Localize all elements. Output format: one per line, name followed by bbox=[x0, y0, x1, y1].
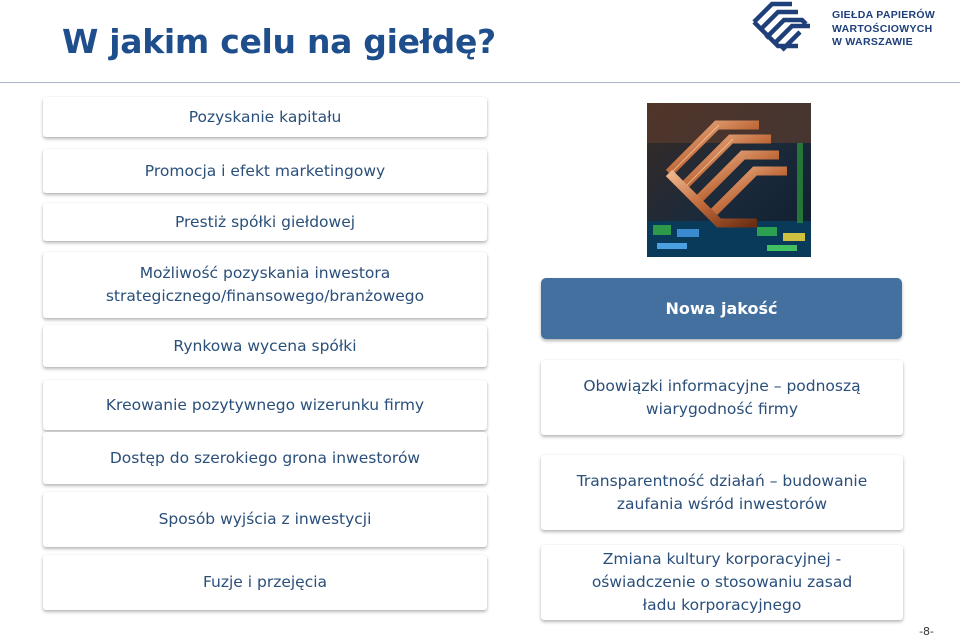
new-quality-heading bbox=[541, 278, 902, 339]
reason-label: Pozyskanie kapitału bbox=[188, 107, 342, 126]
reason-box-exit bbox=[43, 492, 487, 547]
quality-line: oświadczenie o stosowaniu zasad bbox=[591, 573, 853, 591]
reason-label: Promocja i efekt marketingowy bbox=[144, 161, 386, 180]
quality-box-transparency bbox=[541, 455, 903, 530]
reason-box-access bbox=[43, 432, 487, 484]
reason-box-investor bbox=[43, 252, 487, 318]
quality-box-culture bbox=[541, 545, 903, 620]
quality-line: Transparentność działań – budowanie bbox=[576, 471, 868, 490]
reason-box-image bbox=[43, 380, 487, 430]
quality-line: zaufania wśród inwestorów bbox=[616, 494, 828, 513]
slide-title: W jakim celu na giełdę? bbox=[62, 22, 496, 61]
reason-label: Możliwość pozyskania inwestora bbox=[139, 264, 391, 282]
reason-label: Prestiż spółki giełdowej bbox=[174, 212, 356, 231]
gpw-emblem-icon bbox=[748, 0, 818, 55]
heading-label: Nowa jakość bbox=[665, 299, 778, 318]
logo-line-1: GIEŁDA PAPIERÓW bbox=[832, 9, 936, 21]
reason-label: Sposób wyjścia z inwestycji bbox=[158, 510, 372, 528]
reason-box-mergers bbox=[43, 555, 487, 610]
quality-line: Obowiązki informacyjne – podnoszą bbox=[583, 376, 861, 395]
quality-line: ładu korporacyjnego bbox=[642, 596, 802, 614]
reason-box-valuation bbox=[43, 325, 487, 367]
gpw-sculpture-photo bbox=[647, 103, 811, 257]
logo-line-3: W WARSZAWIE bbox=[832, 36, 913, 48]
sculpture-image bbox=[647, 103, 811, 257]
logo-line-2: WARTOŚCIOWYCH bbox=[832, 22, 933, 35]
logo-wordmark bbox=[832, 9, 935, 50]
header-divider bbox=[0, 82, 960, 83]
reason-box-marketing bbox=[43, 149, 487, 193]
page-number: -8- bbox=[919, 625, 934, 638]
reason-box-capital bbox=[43, 97, 487, 137]
quality-box-disclosure bbox=[541, 360, 903, 435]
reason-box-prestige bbox=[43, 203, 487, 241]
reason-label: Fuzje i przejęcia bbox=[202, 573, 328, 591]
reason-label: Dostęp do szerokiego grona inwestorów bbox=[109, 448, 421, 467]
quality-line: wiarygodność firmy bbox=[645, 399, 799, 418]
reason-label: strategicznego/finansowego/branżowego bbox=[105, 287, 425, 305]
quality-line: Zmiana kultury korporacyjnej - bbox=[602, 550, 842, 568]
gpw-logo bbox=[748, 0, 960, 55]
reason-label: Kreowanie pozytywnego wizerunku firmy bbox=[105, 395, 425, 414]
reason-label: Rynkowa wycena spółki bbox=[173, 336, 357, 355]
